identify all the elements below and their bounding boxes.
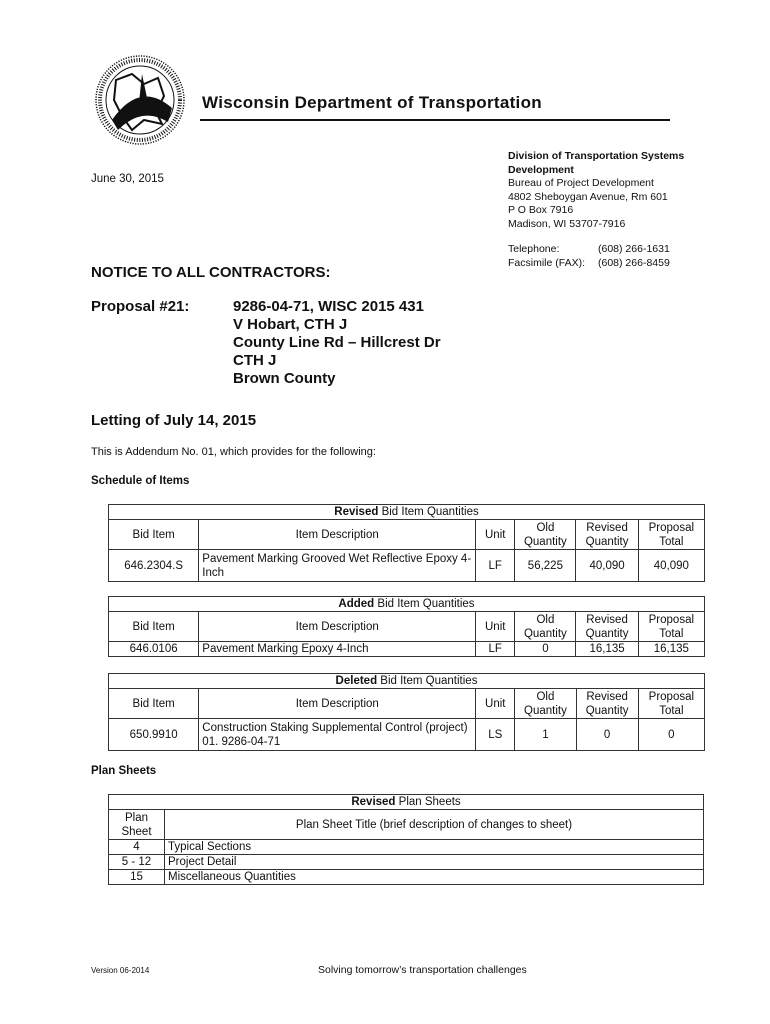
table-row <box>109 719 705 751</box>
col-header: Bid Item <box>109 689 199 719</box>
proposal-total-cell: 40,090 <box>638 550 704 582</box>
table-row <box>109 550 705 582</box>
table-row <box>109 870 704 885</box>
letter-date: June 30, 2015 <box>91 173 164 185</box>
table-row <box>109 855 704 870</box>
plan-sheets-table <box>108 794 704 885</box>
col-header: Unit <box>476 612 515 642</box>
old-qty-cell: 1 <box>515 719 576 751</box>
col-header: Bid Item <box>109 520 199 550</box>
col-header: Proposal Total <box>638 520 704 550</box>
sheet-title-cell: Miscellaneous Quantities <box>165 870 704 885</box>
description-cell: Pavement Marking Epoxy 4-Inch <box>199 642 476 657</box>
bureau-line: Bureau of Project Development <box>508 177 654 189</box>
table-caption: Revised Bid Item Quantities <box>109 505 705 520</box>
col-header: Old Quantity <box>515 689 576 719</box>
fax-label: Facsimile (FAX): <box>508 256 586 269</box>
sheet-cell: 15 <box>109 870 165 885</box>
col-header: Revised Quantity <box>576 520 638 550</box>
division-line2: Development <box>508 163 574 176</box>
proposal-total-cell: 16,135 <box>638 642 704 657</box>
revised-qty-cell: 40,090 <box>576 550 638 582</box>
table-caption: Added Bid Item Quantities <box>109 597 705 612</box>
table-row <box>109 840 704 855</box>
proposal-line: CTH J <box>233 352 277 369</box>
revised-items-table <box>108 504 705 582</box>
footer-slogan: Solving tomorrow’s transportation challenges <box>318 964 527 976</box>
notice-heading: NOTICE TO ALL CONTRACTORS: <box>91 264 331 281</box>
col-header: Unit <box>476 689 515 719</box>
fax-number: (608) 266-8459 <box>598 256 670 269</box>
col-header: Item Description <box>199 612 476 642</box>
footer-version: Version 06-2014 <box>91 966 150 975</box>
col-header: Proposal Total <box>638 612 704 642</box>
bid-item-cell: 646.0106 <box>109 642 199 657</box>
schedule-heading: Schedule of Items <box>91 475 190 487</box>
sheet-cell: 4 <box>109 840 165 855</box>
header-rule <box>200 119 670 121</box>
addendum-intro: This is Addendum No. 01, which provides for the following: <box>91 446 376 458</box>
proposal-total-cell: 0 <box>638 719 704 751</box>
col-header: Item Description <box>199 689 476 719</box>
return-address <box>508 150 684 231</box>
added-items-table <box>108 596 705 657</box>
revised-qty-cell: 0 <box>576 719 638 751</box>
unit-cell: LF <box>476 550 515 582</box>
sheet-title-cell: Project Detail <box>165 855 704 870</box>
col-header: Old Quantity <box>515 612 576 642</box>
division-line1: Division of Transportation Systems <box>508 150 685 162</box>
unit-cell: LF <box>476 642 515 657</box>
table-caption: Revised Plan Sheets <box>109 795 704 810</box>
agency-name: Wisconsin Department of Transportation <box>202 93 542 112</box>
col-header: Bid Item <box>109 612 199 642</box>
old-qty-cell: 56,225 <box>515 550 576 582</box>
proposal-line: County Line Rd – Hillcrest Dr <box>233 334 441 351</box>
old-qty-cell: 0 <box>515 642 576 657</box>
col-header: Plan Sheet <box>109 810 165 840</box>
col-header: Old Quantity <box>515 520 576 550</box>
proposal-line: Brown County <box>233 370 336 387</box>
col-header: Revised Quantity <box>576 689 638 719</box>
telephone-number: (608) 266-1631 <box>598 243 670 255</box>
proposal-line: V Hobart, CTH J <box>233 316 348 333</box>
telephone-label: Telephone: <box>508 243 560 255</box>
proposal-details <box>233 298 441 388</box>
po-box-line: P O Box 7916 <box>508 204 574 216</box>
col-header: Item Description <box>199 520 476 550</box>
col-header: Unit <box>476 520 515 550</box>
contact-numbers <box>508 243 670 270</box>
proposal-label: Proposal #21: <box>91 298 190 315</box>
bid-item-cell: 646.2304.S <box>109 550 199 582</box>
table-caption: Deleted Bid Item Quantities <box>109 674 705 689</box>
wisdot-logo <box>92 50 188 150</box>
city-line: Madison, WI 53707-7916 <box>508 217 626 230</box>
bid-item-cell: 650.9910 <box>109 719 199 751</box>
letting-heading: Letting of July 14, 2015 <box>91 412 257 429</box>
description-cell: Pavement Marking Grooved Wet Reflective Epoxy 4-Inch <box>199 550 476 582</box>
col-header: Plan Sheet Title (brief description of changes to sheet) <box>165 810 704 840</box>
plan-sheets-heading: Plan Sheets <box>91 765 157 777</box>
proposal-line: 9286-04-71, WISC 2015 431 <box>233 298 424 315</box>
table-row <box>109 642 705 657</box>
description-cell: Construction Staking Supplemental Control (project) 01. 9286-04-71 <box>199 719 476 751</box>
street-line: 4802 Sheboygan Avenue, Rm 601 <box>508 190 668 203</box>
revised-qty-cell: 16,135 <box>576 642 638 657</box>
sheet-title-cell: Typical Sections <box>165 840 704 855</box>
col-header: Revised Quantity <box>576 612 638 642</box>
sheet-cell: 5 - 12 <box>109 855 165 870</box>
col-header: Proposal Total <box>638 689 704 719</box>
deleted-items-table <box>108 673 705 751</box>
unit-cell: LS <box>476 719 515 751</box>
